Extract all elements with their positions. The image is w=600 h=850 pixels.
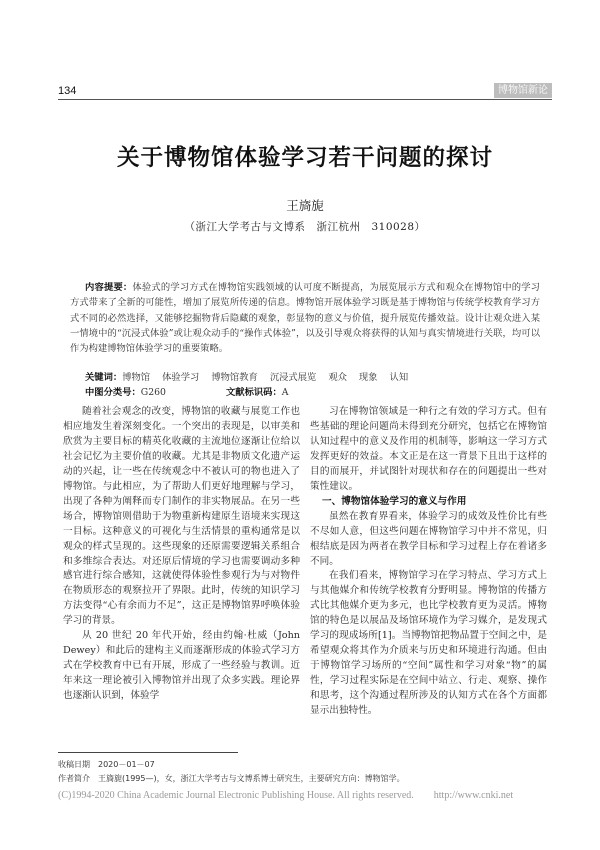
- page-number: 134: [58, 85, 77, 97]
- keyword: 现象: [358, 372, 378, 383]
- abstract-label: 内容提要：: [85, 282, 133, 293]
- abstract: [70, 280, 540, 356]
- body-column-left: [63, 405, 300, 704]
- received-date: 收稿日期 2020－01－07: [58, 760, 155, 769]
- article-title: 关于博物馆体验学习若干问题的探讨: [116, 145, 493, 171]
- clc-label: 中图分类号：: [85, 387, 141, 398]
- doc-code-label: 文献标识码：: [225, 387, 282, 398]
- body-paragraph: 在我们看来，博物馆学习在学习特点、学习方式上与其他媒介和传统学校教育分野明显。博物馆的传播方式比其他媒介更为多元，也比学校教育更为灵活。博物馆的特色是以展品及场馆环境作为学习媒介，是发现式学习的现成场所[1]。当博物馆把物品置于空间之中，是希望观众将其作为介质来与历史和环境进行沟通。但由于博物馆学习场所的“空间”属性和学习对象“物”的属性，学习过程实际是在空间中站立、行走、观察、操作和思考，这个沟通过程所涉及的认知方式在各个方面都显示出独特性。: [310, 570, 547, 717]
- body-paragraph: 习在博物馆领域是一种行之有效的学习方式。但有些基础的理论问题尚未得到充分研究，包括它在博物馆认知过程中的意义及作用的机制等，影响这一学习方式发挥更好的效益。本文正是在这一背景下且出于这样的目的而展开，并试图针对现状和存在的问题提出一些对策性建议。: [310, 406, 547, 492]
- body-paragraph: 随着社会观念的改变，博物馆的收藏与展览工作也相应地发生着深刻变化。一个突出的表现是，以审美和欣赏为主要目标的精英化收藏的主流地位逐渐让位给以社会记忆为主要价值的收藏。尤其是非物质文化遗产运动的兴起，让一些在传统观念中不被认可的物也进入了博物馆。与此相应，为了帮助人们更好地理解与学习，出现了各种为阐释而专门制作的非实物展品。在另一些场合，博物馆则借助于为物重新构建原生语境来实现这一目标。这种意义的可视化与生活情景的重构通常是以观众的样式呈现的。这些现象的还原需要逻辑关系组合和多维综合表达。对还原后情境的学习也需要调动多种感官进行综合感知，这就使得体验性参观行为与对物件在物质形态的观察拉开了界限。此时，传统的知识学习方法变得“心有余而力不足”，这正是博物馆界呼唤体验学习的背景。: [63, 406, 300, 627]
- keyword: 观众: [328, 372, 347, 383]
- body-paragraph: 从 20 世纪 20 年代开始，经由约翰·杜威（John Dewey）和此后的建构主义而逐渐形成的体验式学习方式在学校教育中已有开展，形成了一些经验与教训。近年来这一理论被引入博物馆并出现了众多实践。理论界也逐渐认识到，体验学: [63, 630, 300, 702]
- body-column-right: [310, 405, 547, 719]
- author-bio: 作者简介 王旖旎(1995—)，女，浙江大学考古与文博系博士研究生，主要研究方向：博物馆学。: [58, 774, 405, 783]
- keyword: 博物馆: [122, 372, 151, 383]
- keyword: 沉浸式展览: [269, 372, 317, 383]
- classification-row: [85, 384, 288, 398]
- running-head: 博物馆新论: [494, 83, 552, 98]
- keyword: 体验学习: [162, 372, 200, 383]
- keywords-label: 关键词：: [85, 372, 123, 383]
- copyright-notice: (C)1994-2020 China Academic Journal Electronic Publishing House. All rights reserved. http://www.cnki.net: [58, 790, 514, 801]
- section-heading: 一、博物馆体验学习的意义与作用: [322, 495, 467, 507]
- footnote-rule: [58, 752, 238, 753]
- body-paragraph: 虽然在教育界看来，体验学习的成效及性价比有些不尽如人意，但这些问题在博物馆学习中并不常见，归根结底是因为两者在教学目标和学习过程上存在着诸多不同。: [310, 510, 547, 567]
- header-rule: [58, 99, 552, 100]
- author-affiliation: （浙江大学考古与文博系 浙江杭州 310028）: [184, 221, 426, 233]
- keywords-row: [85, 369, 420, 383]
- keyword: 博物馆教育: [211, 372, 258, 383]
- author-name: 王旖旎: [286, 198, 324, 213]
- abstract-text: 体验式的学习方式在博物馆实践领域的认可度不断提高，为展览展示方式和观众在博物馆中的学习方式带来了全新的可能性，增加了展览所传递的信息。博物馆开展体验学习既是基于博物馆与传统学校教育学习方式不同的必然选择，又能够挖掘物背后隐藏的观象，彰显物的意义与价值，提升展览传播效益。设计让观众进入某一情境中的“沉浸式体验”或让观众动手的“操作式体验”，以及引导观众将获得的认知与真实情境进行关联，均可以作为构建博物馆体验学习的重要策略。: [70, 282, 540, 355]
- clc-value: G260: [140, 387, 166, 398]
- keyword: 认知: [389, 372, 409, 383]
- doc-code-value: A: [281, 387, 289, 398]
